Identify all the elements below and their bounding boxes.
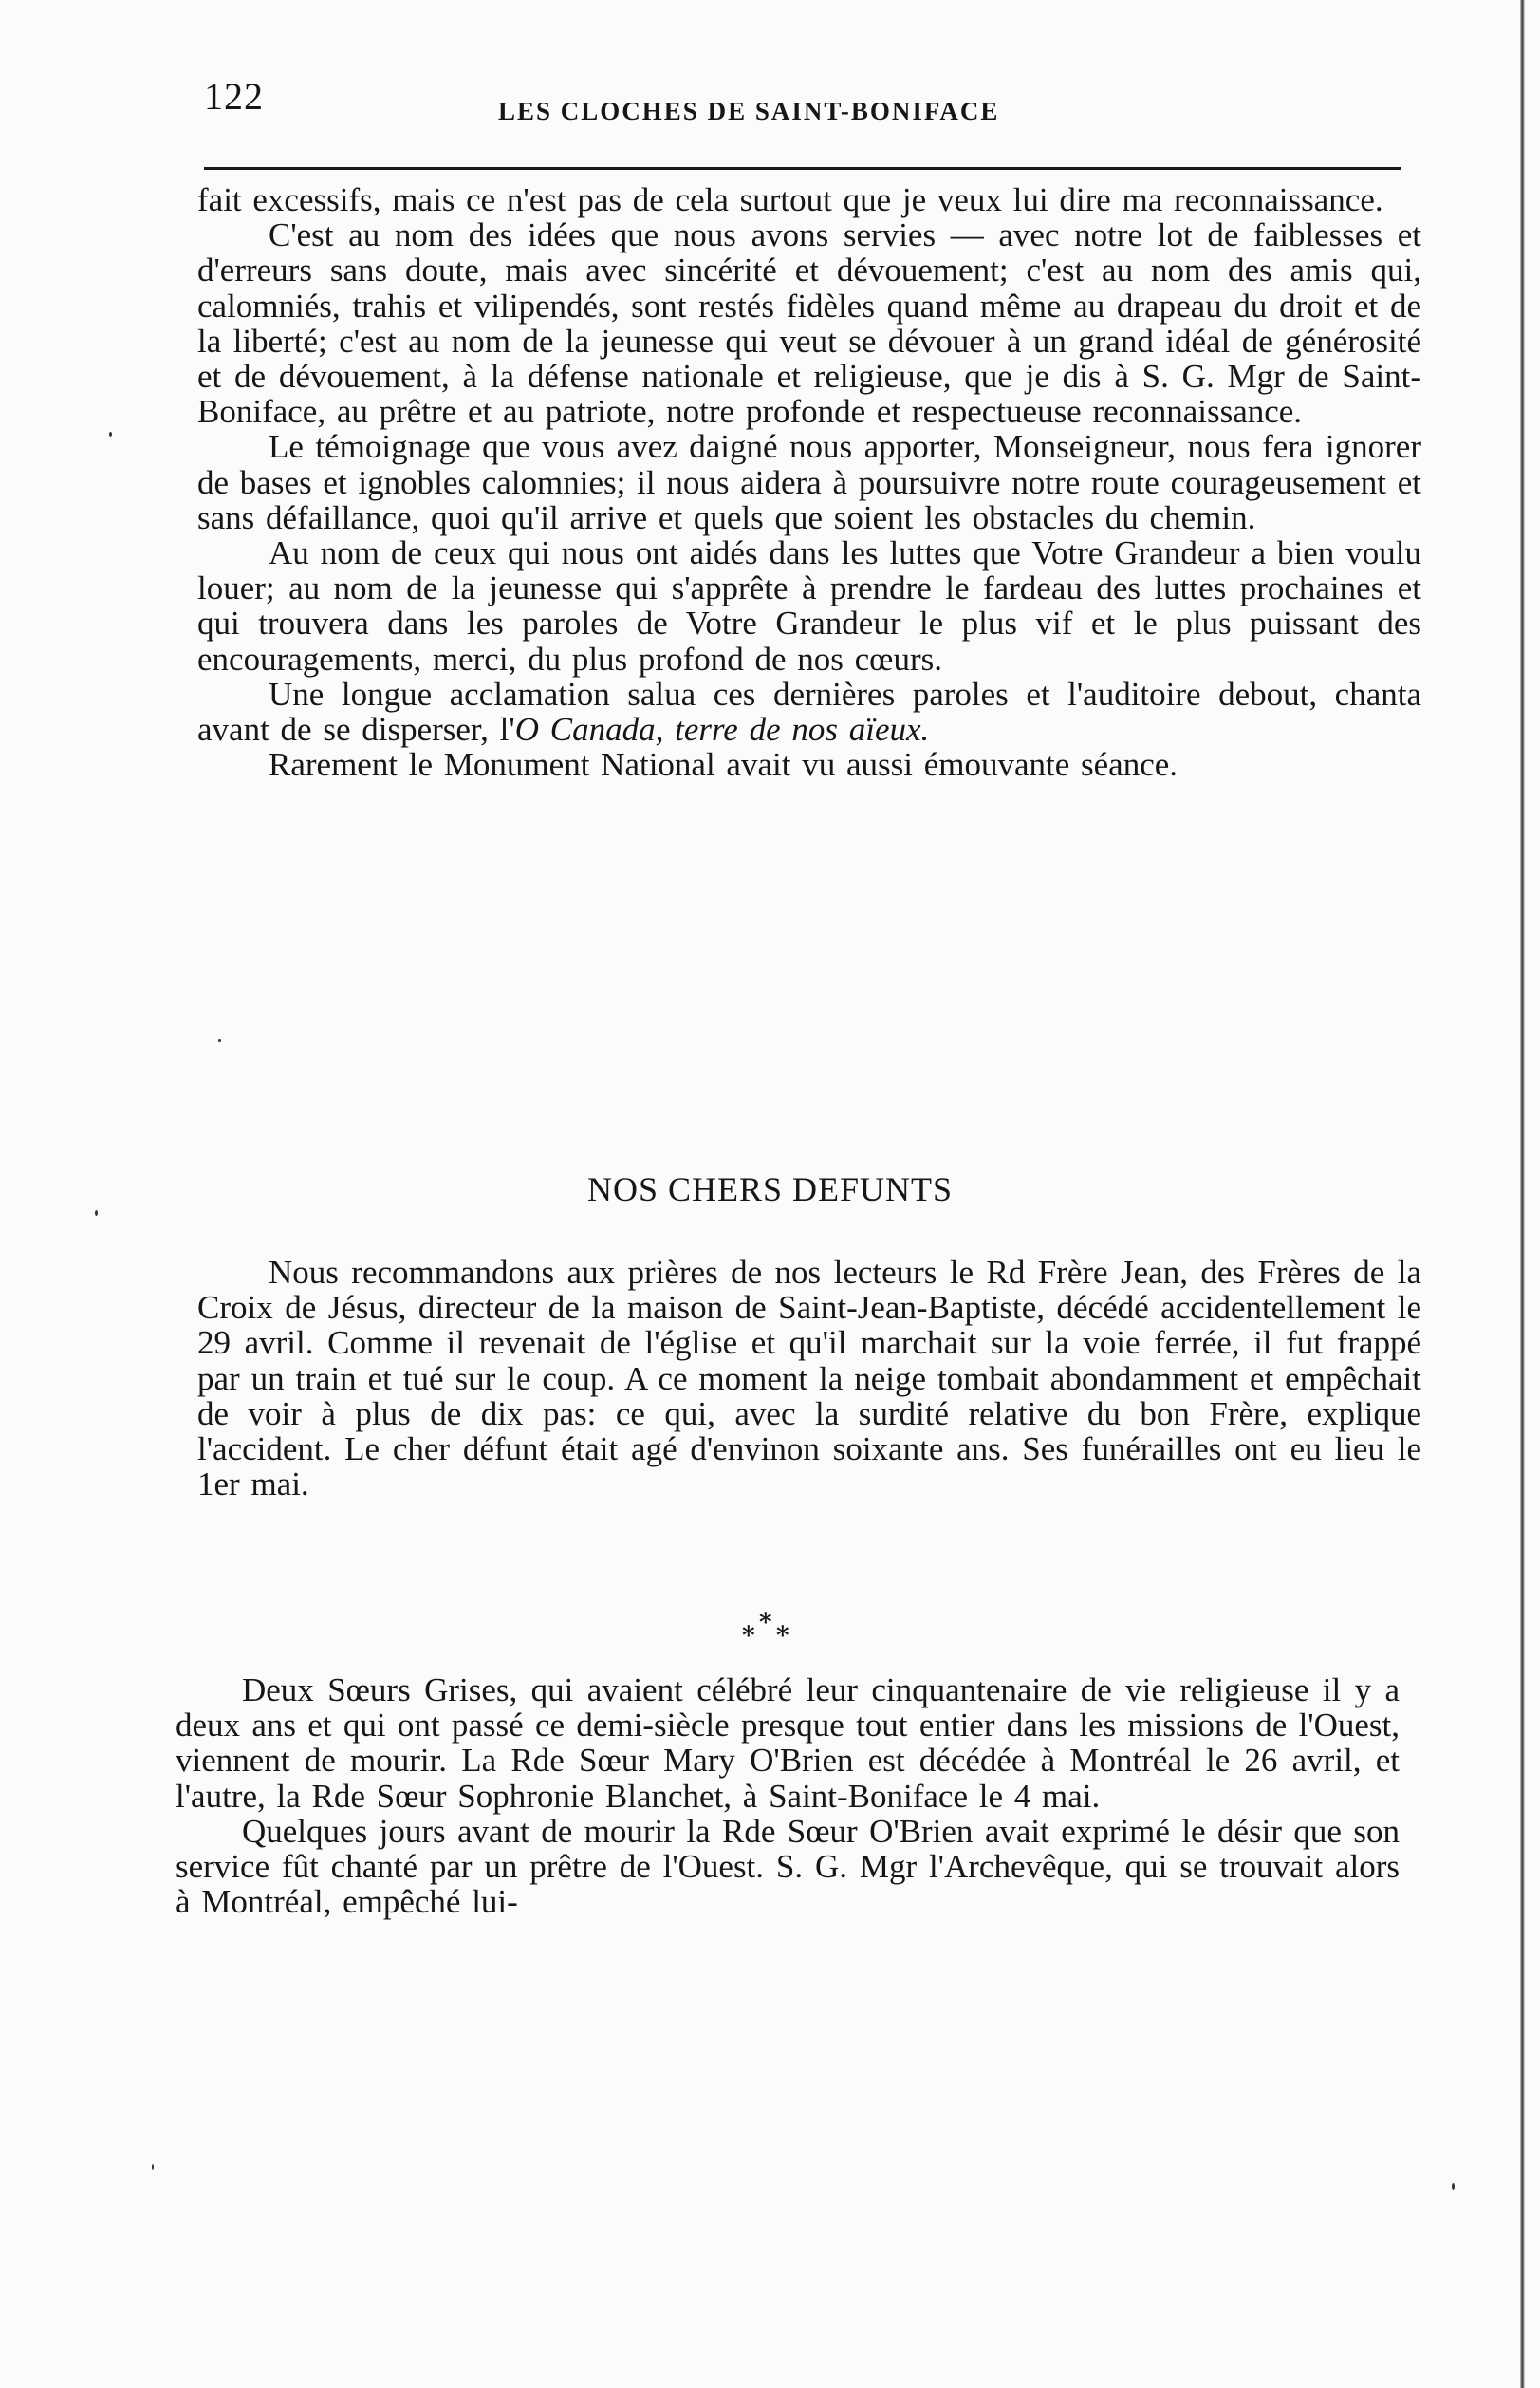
asterism-separator <box>731 1609 807 1656</box>
acclamation-text: Une longue acclamation salua ces dernières paroles et l'auditoire debout, chanta avant de se disperser, l' <box>197 675 1421 749</box>
print-speck <box>218 1039 221 1042</box>
paragraph-soeurs-grises: Deux Sœurs Grises, qui avaient célébré leur cinquantenaire de vie religieuse il y a deux ans et qui ont passé ce demi-siècle presque tout entier dans les missions de l'Ouest, viennent de mourir. La Rde Sœur Mary O'Brien est décédée à Montréal le 26 avril, et l'autre, la Rde Sœur Sophronie Blanchet, à Saint-Boniface le 4 mai. <box>176 1671 1400 1815</box>
speech-section <box>197 182 1421 782</box>
anthem-title: O Canada, terre de nos aïeux. <box>514 711 930 749</box>
section-title: NOS CHERS DEFUNTS <box>586 1170 954 1208</box>
paragraph-temoignage: Le témoignage que vous avez daigné nous apporter, Monseigneur, nous fera ignorer de bases et ignobles calomnies; il nous aidera à poursuivre notre route courageusement et sans défaillance, quoi qu'il arrive et quels que soient les obstacles du chemin. <box>197 428 1421 536</box>
print-speck <box>1452 2183 1455 2190</box>
obituary-frere-jean <box>197 1255 1421 1502</box>
print-speck <box>109 432 112 437</box>
running-title: LES CLOCHES DE SAINT-BONIFACE <box>498 97 1000 125</box>
page-number: 122 <box>204 75 264 118</box>
obituary-soeurs-grises <box>176 1672 1400 1919</box>
asterism-star: * <box>759 1609 772 1637</box>
paragraph-ideas: C'est au nom des idées que nous avons servies — avec notre lot de faiblesses et d'erreurs sans doute, mais avec sincérité et dévouement; c'est au nom des amis qui, calomniés, trahis et vilipendés, sont restés fidèles quand même au drapeau du droit et de la liberté; c'est au nom de la jeunesse qui veut se dévouer à un grand idéal de générosité et de dévouement, à la défense nationale et religieuse, que je dis à S. G. Mgr de Saint-Boniface, au prêtre et au patriote, notre profonde et respectueuse reconnaissance. <box>197 216 1421 431</box>
print-speck <box>152 2164 154 2170</box>
paragraph-closing: Rarement le Monument National avait vu aussi émouvante séance. <box>269 746 1178 784</box>
asterism-star: * <box>742 1622 755 1651</box>
paragraph-frere-jean: Nous recommandons aux prières de nos lecteurs le Rd Frère Jean, des Frères de la Croix de Jésus, directeur de la maison de Saint-Jean-Baptiste, décédé accidentellement le 29 avril. Comme il revenait de l'église et qu'il marchait sur la voie ferrée, il fut frappé par un train et tué sur le coup. A ce moment la neige tombait abondamment et empêchait de voir à plus de dix pas: ce qui, avec la surdité relative du bon Frère, explique l'accident. Le cher défunt était agé d'envinon soixante ans. Ses funérailles ont eu lieu le 1er mai. <box>197 1254 1421 1503</box>
paragraph-service: Quelques jours avant de mourir la Rde Sœur O'Brien avait exprimé le désir que son service fût chanté par un prêtre de l'Ouest. S. G. Mgr l'Archevêque, qui se trouvait alors à Montréal, empêché lui- <box>176 1812 1400 1921</box>
paragraph-acclamation <box>197 677 1421 747</box>
print-speck <box>95 1210 98 1216</box>
paragraph-continued: fait excessifs, mais ce n'est pas de cela surtout que je veux lui dire ma reconnaissance. <box>197 181 1383 218</box>
header-rule <box>204 167 1401 170</box>
page-header <box>204 74 1400 131</box>
paragraph-au-nom: Au nom de ceux qui nous ont aidés dans les luttes que Votre Grandeur a bien voulu louer; au nom de la jeunesse qui s'apprête à prendre le fardeau des luttes prochaines et qui trouvera dans les paroles de Votre Grandeur le plus vif et le plus puissant des encouragements, merci, du plus profond de nos cœurs. <box>197 534 1421 678</box>
asterism-star: * <box>776 1622 789 1651</box>
